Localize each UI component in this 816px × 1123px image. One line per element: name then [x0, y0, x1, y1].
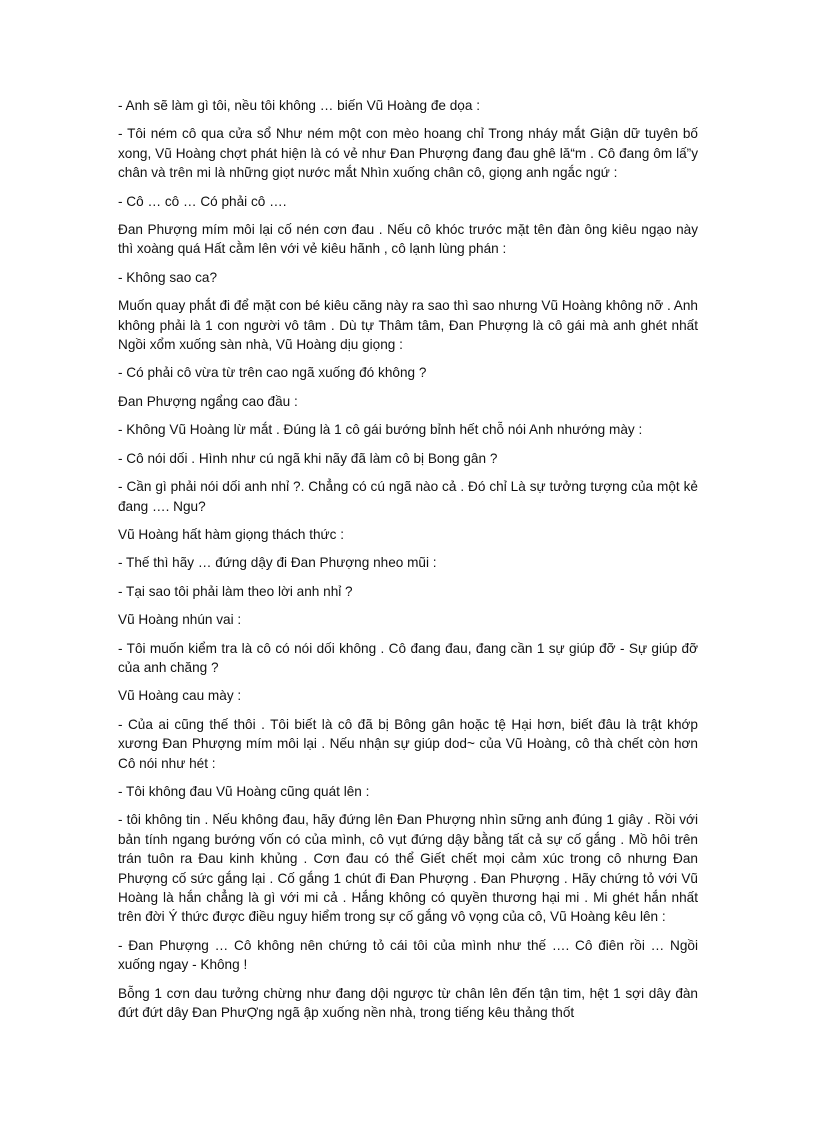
paragraph-20: - tôi không tin . Nếu không đau, hãy đứng lên Đan Phượng nhìn sững anh đúng 1 giây . Rồi với bản tính ngang bướng vốn có của mình, cô vụt đứng dậy bằng tất cả sự cố gắng . Mồ hôi trên trán tuôn ra Đau kinh khủng . Cơn đau có thể Giết chết mọi cảm xúc trong cô nhưng Đan Phượng cố sức gắng lại . Cố gắng 1 chút đi Đan Phượng . Đan Phượng . Hãy chứng tỏ với Vũ Hoàng là hắn chẳng là gì với mi cả . Hắng không có quyền thương hại mi . Mi ghét hắn nhất trên đời Ý thức được điều nguy hiểm trong sự cố gắng vô vọng của cô, Vũ Hoàng kêu lên : [118, 812, 698, 925]
paragraph-1: - Anh sẽ làm gì tôi, nều tôi không … biến Vũ Hoàng đe dọa : [118, 98, 480, 113]
paragraph-10: - Cô nói dối . Hình như cú ngã khi nãy đã làm cô bị Bong gân ? [118, 450, 498, 466]
document-page [118, 96, 698, 1031]
paragraph-9: - Không Vũ Hoàng lừ mắt . Đúng là 1 cô gái bướng bỉnh hết chỗ nói Anh nhướng mày : [118, 422, 643, 438]
paragraph-21: - Đan Phượng … Cô không nên chứng tỏ cái tôi của mình như thế …. Cô điên rồi … Ngồi xuống ngay - Không ! [118, 937, 698, 973]
paragraph-7: - Có phải cô vừa từ trên cao ngã xuống đó không ? [118, 365, 427, 381]
paragraph-4: Đan Phượng mím môi lại cố nén cơn đau . Nếu cô khóc trước mặt tên đàn ông kiêu ngạo này thì xoàng quá Hất cằm lên với vẻ kiêu hãnh , cô lạnh lùng phán : [118, 222, 698, 257]
paragraph-14: - Tại sao tôi phải làm theo lời anh nhỉ ? [118, 583, 353, 599]
paragraph-16: - Tôi muốn kiểm tra là cô có nói dối không . Cô đang đau, đang cần 1 sự giúp đỡ - Sự giúp đỡ của anh chăng ? [118, 640, 698, 675]
paragraph-3: - Cô … cô … Có phải cô …. [118, 193, 287, 209]
paragraph-17: Vũ Hoàng cau mày : [118, 688, 242, 704]
paragraph-12: Vũ Hoàng hất hàm giọng thách thức : [118, 526, 344, 542]
paragraph-11: - Cần gì phải nói dối anh nhỉ ?. Chẳng có cú ngã nào cả . Đó chỉ Là sự tưởng tượng của một kẻ đang …. Ngu? [118, 479, 698, 514]
paragraph-18: - Của ai cũng thế thôi . Tôi biết là cô đã bị Bông gân hoặc tệ Hại hơn, biết đâu là trật khớp xương Đan Phượng mím môi lại . Nếu nhận sự giúp dod~ của Vũ Hoàng, cô thà chết còn hơn Cô nói như hét : [118, 716, 698, 771]
paragraph-19: - Tôi không đau Vũ Hoàng cũng quát lên : [118, 783, 370, 799]
paragraph-22: Bỗng 1 cơn dau tưởng chừng như đang dội ngược từ chân lên đến tận tim, hệt 1 sợi dây đàn đứt đứt dây Đan PhưỢng ngã ập xuống nền nhà, trong tiếng kêu thảng thốt [118, 985, 698, 1021]
paragraph-8: Đan Phượng ngẩng cao đầu : [118, 393, 298, 409]
paragraph-13: - Thế thì hãy … đứng dậy đi Đan Phượng nheo mũi : [118, 555, 437, 571]
paragraph-15: Vũ Hoàng nhún vai : [118, 612, 242, 628]
paragraph-6: Muốn quay phắt đi để mặt con bé kiêu căng này ra sao thì sao nhưng Vũ Hoàng không nỡ . Anh không phải là 1 con người vô tâm . Dù tự Thâm tâm, Đan Phượng là cô gái mà anh ghét nhất Ngồi xổm xuống sàn nhà, Vũ Hoàng dịu giọng : [118, 298, 698, 353]
paragraph-5: - Không sao ca? [118, 269, 217, 285]
paragraph-2: - Tôi ném cô qua cửa sổ Như ném một con mèo hoang chỉ Trong nháy mắt Giận dữ tuyên bố xong, Vũ Hoàng chợt phát hiện là có vẻ như Đan Phượng đang đau ghê lă“m . Cô đang ôm lấ”y chân và trên mi là những giọt nước mắt Nhìn xuống chân cô, giọng anh ngắc ngứ : [118, 126, 698, 181]
